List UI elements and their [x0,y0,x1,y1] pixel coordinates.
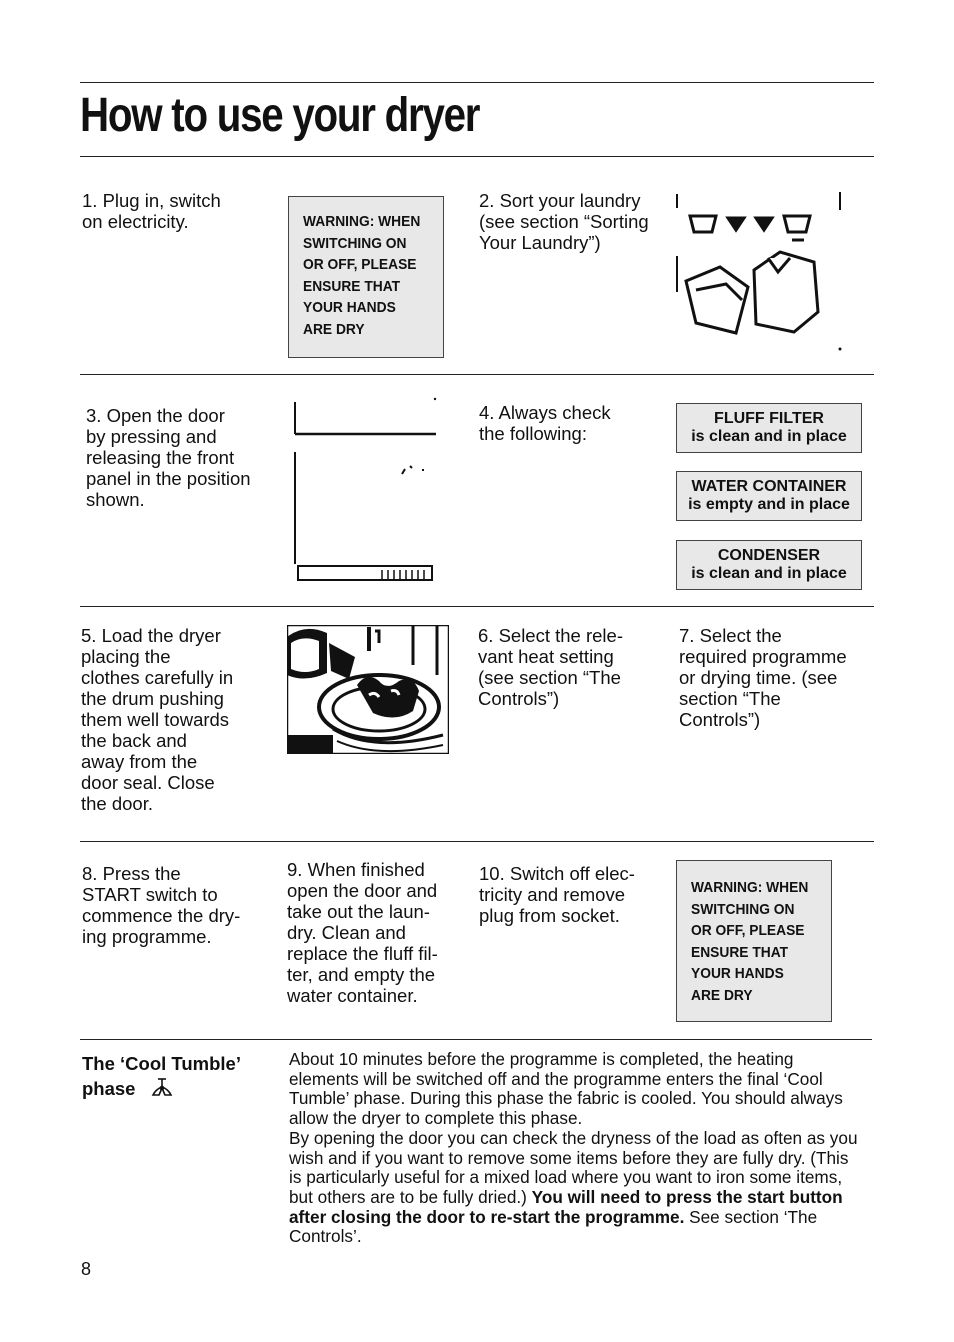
cool-tumble-label-line2-row [82,1076,241,1101]
check-subtitle: is clean and in place [691,565,847,582]
wash-symbols-icon [690,216,810,240]
step-3: 3. Open the door by pressing and releasing the front panel in the position shown. [86,405,251,510]
cool-tumble-text [289,1050,864,1247]
step-9: 9. When finished open the door and take out the laun- dry. Clean and replace the fluff fil- ter, and empty the water container. [287,859,438,1006]
warning-text: WARNING: WHEN SWITCHING ON OR OFF, PLEASE ENSURE THAT YOUR HANDS ARE DRY [691,879,809,1004]
loading-drum-illustration [287,625,449,754]
check-fluff-filter [676,403,862,453]
step-6: 6. Select the rele- vant heat setting (see section “The Controls”) [478,625,623,709]
check-title: FLUFF FILTER [714,410,824,427]
page-number: 8 [81,1259,92,1279]
cool-tumble-paragraph-2 [289,1129,864,1247]
row-divider-4 [80,1039,872,1040]
row-divider-3 [80,841,874,842]
fan-icon [149,1077,175,1099]
check-title: WATER CONTAINER [691,478,847,495]
folded-clothes-icon [686,252,818,333]
check-water-container [676,471,862,521]
step-2: 2. Sort your laundry (see section “Sorting Your Laundry”) [479,190,649,253]
step-1: 1. Plug in, switch on electricity. [82,190,221,232]
cool-tumble-label-line2: phase [82,1078,136,1099]
check-subtitle: is empty and in place [688,496,850,513]
check-subtitle: is clean and in place [691,428,847,445]
step-4: 4. Always check the following: [479,402,611,444]
cool-tumble-paragraph-2-end: See section ‘The Controls’. [289,1206,818,1247]
cool-tumble-heading [82,1051,241,1101]
step-8: 8. Press the START switch to commence the dry- ing programme. [82,863,241,947]
row-divider-2 [80,606,874,607]
top-rule [80,82,874,83]
warning-box-top [288,196,444,358]
cool-tumble-label-line1: The ‘Cool Tumble’ [82,1053,241,1074]
laundry-sorting-illustration [672,186,847,354]
step-10: 10. Switch off elec- tricity and remove plug from socket. [479,863,635,926]
step-7: 7. Select the required programme or drying time. (see section “The Controls”) [679,625,847,730]
warning-text: WARNING: WHEN SWITCHING ON OR OFF, PLEASE ENSURE THAT YOUR HANDS ARE DRY [303,213,421,338]
row-divider-1 [80,374,874,375]
warning-box-bottom [676,860,832,1022]
cool-tumble-paragraph-2-start: By opening the door you can check the dryness of the load as often as you wish and if you want to remove some items before they are fully dry. (This is particularly useful for a mixed load where you want to iron some items, but others are to be fully dried.) [289,1127,858,1207]
dryer-door-illustration [290,394,440,586]
step-5: 5. Load the dryer placing the clothes carefully in the drum pushing them well towards the back and away from the door seal. Close the door. [81,625,234,814]
check-title: CONDENSER [717,547,821,564]
check-condenser [676,540,862,590]
cool-tumble-restart-note: You will need to press the start button after closing the door to re-start the programme. [289,1186,843,1227]
cool-tumble-paragraph-1: About 10 minutes before the programme is completed, the heating elements will be switched off and the programme enters the final ‘Cool Tumble’ phase. During this phase the fabric is cooled. You should always allow the dryer to complete this phase. [289,1049,843,1129]
title-rule [80,156,874,157]
page-title: How to use your dryer [80,89,480,142]
